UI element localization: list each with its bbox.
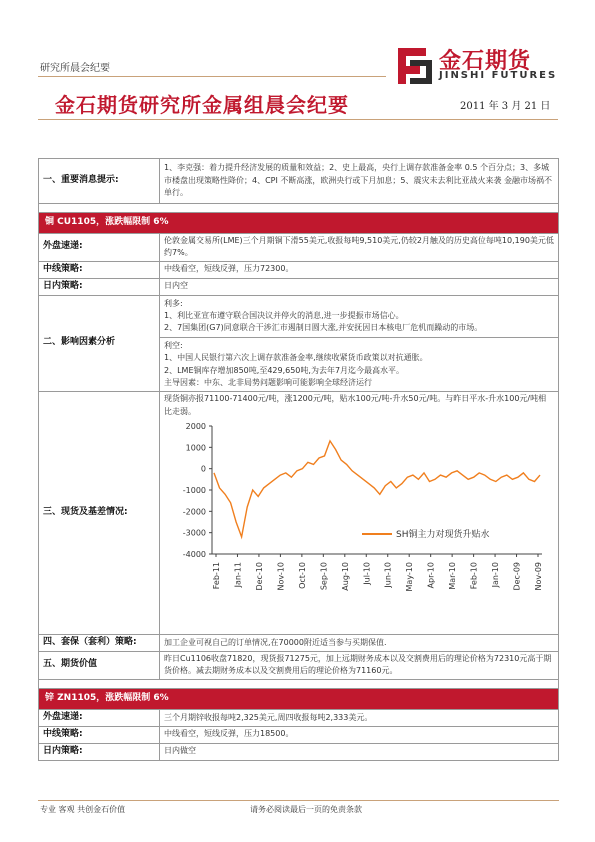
x-tick-label: Aug-10 [340,562,350,591]
y-tick-label: -2000 [182,507,206,517]
copper-price-content: 昨日Cu1106收盘71820，现货报71275元，加上远期财务成本以及交割费用后的理论价格为72310元高于期货价格。减去期财务成本以及交割费用后的理论价格为71160元。 [160,652,559,680]
copper-hedge-content: 加工企业可视自己的订单情况,在70000附近适当参与买期保值. [160,635,559,652]
series-line [214,441,540,537]
y-tick-label: -4000 [182,550,206,560]
copper-intraday-label: 日内策略: [39,278,160,295]
y-tick-label: 2000 [185,422,206,432]
y-tick-label: 0 [200,464,206,474]
title-divider [38,119,558,120]
zinc-section-header [39,688,559,709]
copper-spot-text: 现货铜亦报71100-71400元/吨，涨1200元/吨，贴水100元/吨-升水50元/吨。与昨日平水-升水100元/吨相比走弱。 [164,394,547,416]
report-table [38,158,559,761]
copper-price-label: 五、期货价值 [39,652,160,680]
x-tick-label: Apr-10 [426,562,436,589]
x-tick-label: May-10 [405,562,415,592]
bear-factors [160,338,558,392]
x-tick-label: Mar-10 [448,562,458,590]
footer-divider [38,800,559,801]
x-tick-label: Nov-09 [534,562,543,591]
x-tick-label: Jun-10 [383,562,393,588]
y-tick-label: -3000 [182,528,206,538]
x-tick-label: Jan-10 [491,562,501,588]
y-tick-label: -1000 [182,486,206,496]
zinc-section-title: 锌 ZN1105，涨跌幅限制 6% [39,688,559,709]
copper-section-header [39,213,559,234]
copper-intraday-content: 日内空 [160,278,559,295]
zinc-intraday-content: 日内做空 [160,743,559,760]
copper-overseas-row [39,233,559,261]
x-tick-label: Sep-10 [319,562,329,591]
x-tick-label: Oct-10 [297,562,307,590]
bull-title: 利多: [164,298,183,308]
copper-factors-label: 二、影响因素分析 [39,295,160,392]
x-tick-label: Dec-09 [512,562,522,591]
header-divider [38,76,386,77]
copper-intraday-row [39,278,559,295]
bear-item-2: 2、LME铜库存增加850吨,至429,650吨,为去年7月迄今最高水平。 [164,365,405,375]
bear-title: 利空: [164,340,183,350]
x-tick-label: Jan-11 [233,562,243,588]
news-content: 1、李克强：着力提升经济发展的质量和效益；2、史上最高，央行上调存款准备金率 0.5 个百分点；3、多城市楼盘出现策略性降价；4、CPI 不断高涨，欧洲央行或下月加息；5、震灾未去利比亚战火来袭 金融市场祸不单行。 [160,159,559,204]
report-date: 2011 年 3 月 21 日 [460,101,551,112]
x-tick-label: Jul-10 [362,562,372,585]
copper-spot-row [39,392,559,635]
zinc-overseas-content: 三个月期锌收报每吨2,325美元,周四收报每吨2,333美元。 [160,709,559,726]
bear-item-3: 主导因素：中东、北非局势问题影响可能影响全球经济运行 [164,377,372,387]
y-tick-label: 1000 [185,443,206,453]
copper-price-row [39,652,559,680]
zinc-intraday-row [39,743,559,760]
legend-label: SH铜主力对现货升贴水 [396,530,490,541]
basis-chart-svg [164,418,554,633]
zinc-overseas-label: 外盘速递: [39,709,160,726]
news-row [39,159,559,204]
copper-hedge-row [39,635,559,652]
bear-item-1: 1、中国人民银行第六次上调存款准备金率,继续收紧货币政策以对抗通胀。 [164,353,428,363]
zinc-midline-row [39,726,559,743]
copper-midline-row [39,261,559,278]
copper-overseas-content: 伦敦金属交易所(LME)三个月期铜下滑55美元,收报每吨9,510美元,仍较2月触及的历史高位每吨10,190美元低约7%。 [160,233,559,261]
copper-section-title: 铜 CU1105，涨跌幅限制 6% [39,213,559,234]
copper-spot-label: 三、现货及基差情况: [39,392,160,635]
logo-text-cn: 金石期货 [439,49,532,74]
zinc-midline-label: 中线策略: [39,726,160,743]
header-left-text: 研究所晨会纪要 [40,63,110,74]
x-tick-label: Dec-10 [254,562,264,591]
news-label: 一、重要消息提示: [39,159,160,204]
logo-text-en: JINSHI FUTURES [439,70,558,81]
zinc-overseas-row [39,709,559,726]
page-title: 金石期货研究所金属组晨会纪要 [55,93,349,117]
basis-chart [164,418,554,633]
copper-hedge-label: 四、套保（套利）策略: [39,635,160,652]
zinc-intraday-label: 日内策略: [39,743,160,760]
copper-factors-content [160,295,559,392]
copper-factors-row [39,295,559,392]
copper-spot-content [160,392,559,635]
bull-item-1: 1、利比亚宣布遵守联合国决议并停火的消息,进一步提振市场信心。 [164,310,404,320]
x-tick-label: Feb-11 [212,562,221,590]
bull-item-2: 2、7国集团(G7)同意联合干涉汇市遏制日圆大涨,并安抚因日本核电厂危机而躁动的市场。 [164,323,483,333]
x-tick-label: Feb-10 [469,562,479,590]
zinc-midline-content: 中线看空，短线反弹，压力18500。 [160,726,559,743]
x-tick-label: Nov-10 [276,562,286,591]
copper-midline-content: 中线看空，短线反弹，压力72300。 [160,261,559,278]
copper-overseas-label: 外盘速递: [39,233,160,261]
bull-factors [160,296,558,338]
copper-midline-label: 中线策略: [39,261,160,278]
footer-slogan: 专业 客观 共创金石价值 [40,805,126,814]
footer-disclaimer: 请务必阅读最后一页的免责条款 [250,805,362,814]
